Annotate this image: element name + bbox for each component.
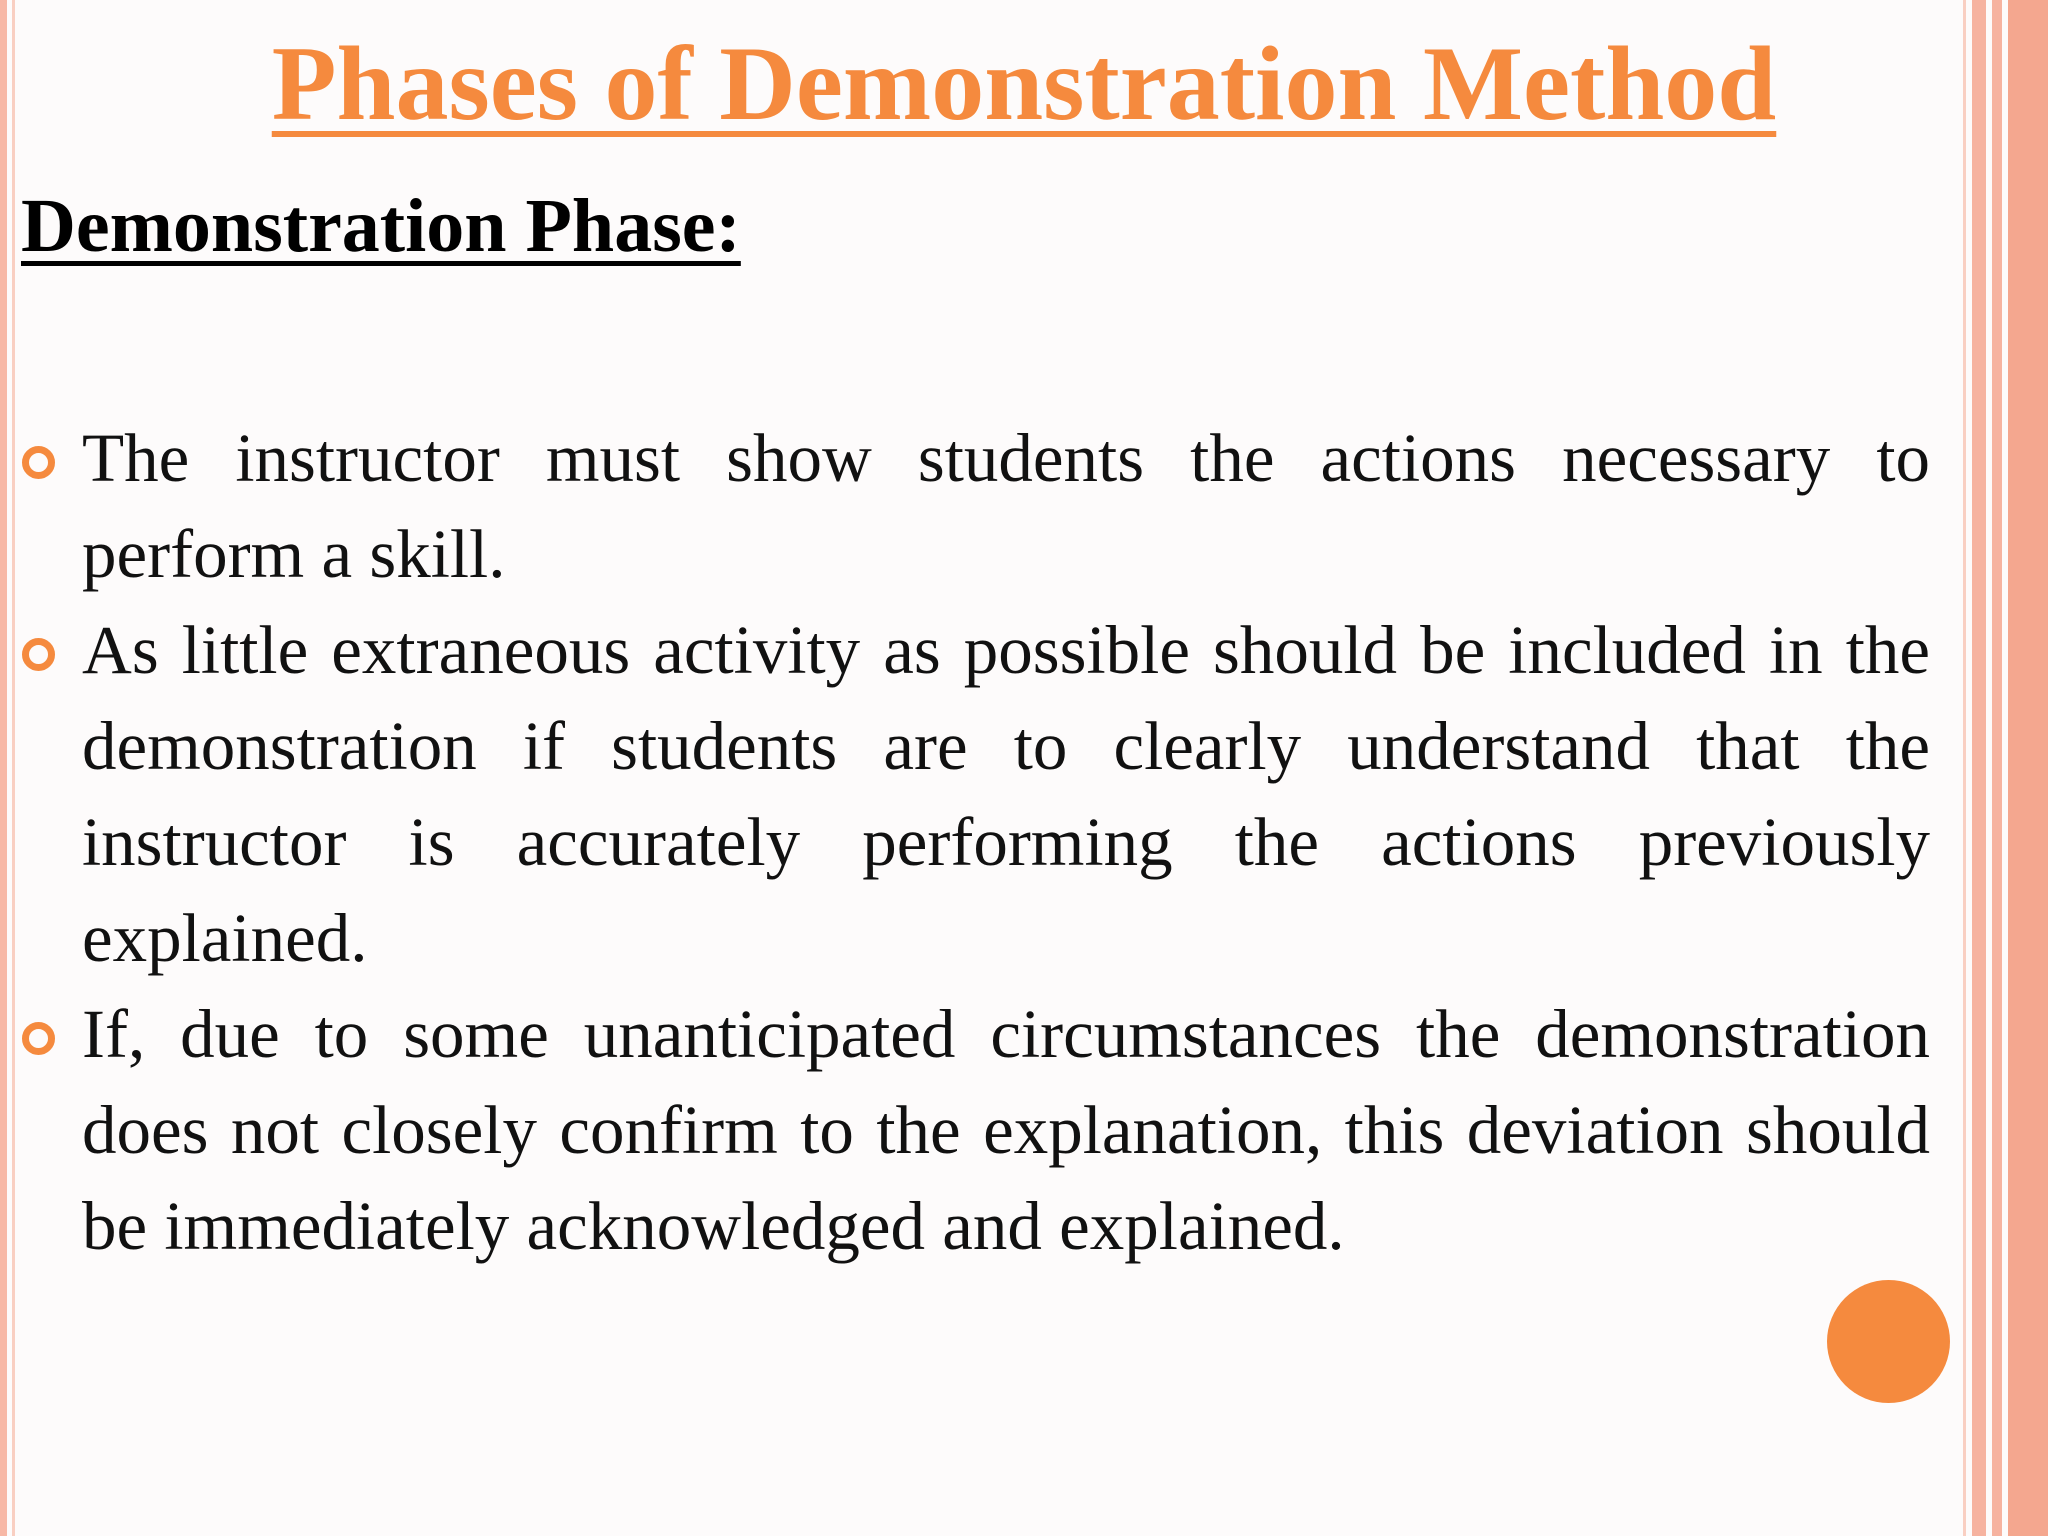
right-border-thin-stripe [1963,0,1966,1536]
bullet-list [0,410,1930,1274]
slide-title: Phases of Demonstration Method [271,25,1777,142]
ring-bullet-icon [22,638,55,671]
right-border-stripe-1 [1972,0,1986,1536]
right-border-stripe-3 [2008,0,2048,1536]
bullet-text: If, due to some unanticipated circumstances the demonstration does not closely confirm to the explanation, this deviation should be immediately acknowledged and explained. [82,996,1930,1264]
bullet-item [0,986,1930,1274]
section-heading: Demonstration Phase: [21,184,741,268]
ring-bullet-icon [22,446,55,479]
bullet-item [0,602,1930,986]
bullet-text: As little extraneous activity as possible should be included in the demonstration if students are to clearly understand that the instructor is accurately performing the actions previously explained. [82,612,1930,976]
bullet-text: The instructor must show students the actions necessary to perform a skill. [82,420,1930,592]
orange-circle-icon [1827,1280,1950,1403]
ring-bullet-icon [22,1022,55,1055]
right-border-stripe-2 [1992,0,2002,1536]
bullet-item [0,410,1930,602]
